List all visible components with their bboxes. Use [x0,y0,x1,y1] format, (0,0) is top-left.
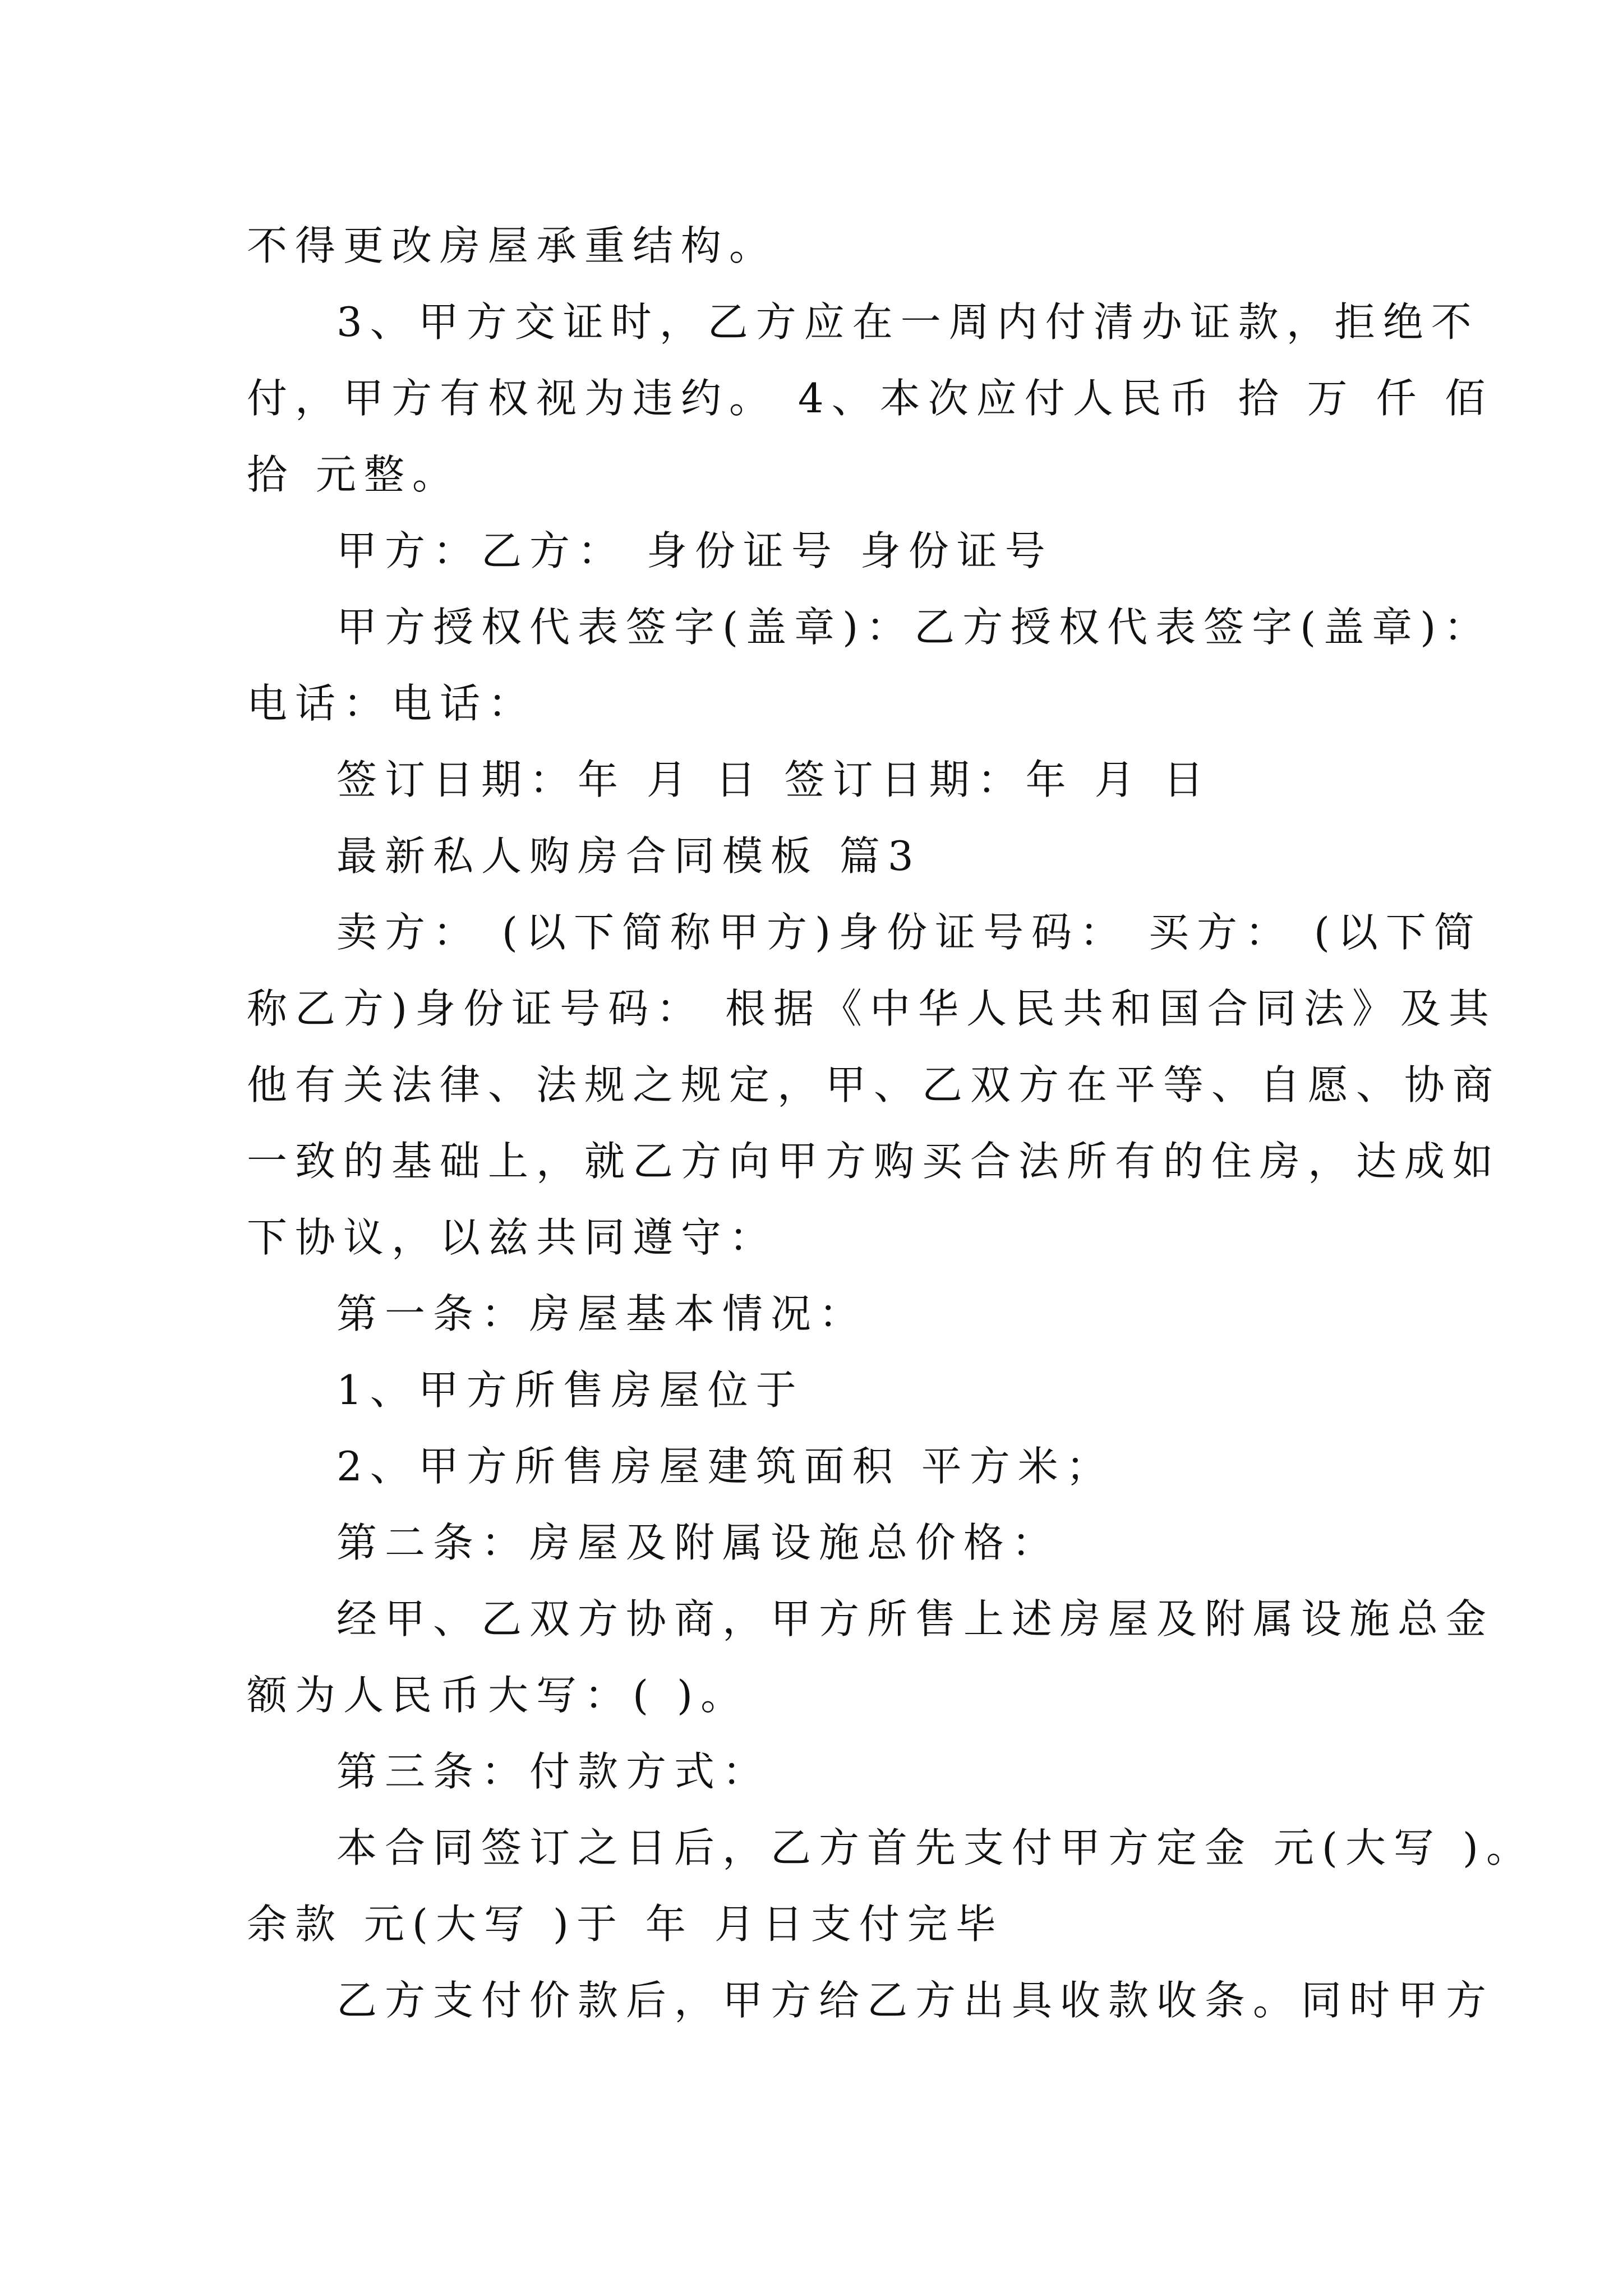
paragraph-line: 称乙方)身份证号码： 根据《中华人民共和国合同法》及其 [247,985,1497,1032]
paragraph-line: 1、甲方所售房屋位于 [336,1366,804,1414]
paragraph-line: 拾 元整。 [247,451,460,498]
paragraph-line: 余款 元(大写 )于 年 月日支付完毕 [247,1901,1004,1948]
document-body [247,208,1534,2039]
paragraph-line: 乙方支付价款后，甲方给乙方出具收款收条。同时甲方 [336,1977,1495,2024]
paragraph-line: 签订日期：年 月 日 签订日期：年 月 日 [336,756,1212,803]
paragraph-line: 卖方： (以下简称甲方)身份证号码： 买方： (以下简 [336,909,1482,956]
paragraph-line: 3、甲方交证时，乙方应在一周内付清办证款，拒绝不 [336,298,1479,346]
paragraph-line: 本合同签订之日后，乙方首先支付甲方定金 元(大写 )。 [336,1824,1534,1871]
paragraph-line: 电话：电话： [247,680,537,727]
paragraph-line: 甲方授权代表签字(盖章)：乙方授权代表签字(盖章)： [336,604,1492,651]
paragraph-line: 额为人民币大写：( )。 [247,1672,749,1719]
paragraph-line: 2、甲方所售房屋建筑面积 平方米； [336,1443,1114,1490]
paragraph-line: 不得更改房屋承重结构。 [247,222,778,269]
paragraph-line: 经甲、乙双方协商，甲方所售上述房屋及附属设施总金 [336,1595,1495,1642]
paragraph-line: 他有关法律、法规之规定，甲、乙双方在平等、自愿、协商 [247,1061,1501,1108]
paragraph-line: 付，甲方有权视为违约。 4、本次应付人民币 拾 万 仟 佰 [247,375,1493,422]
paragraph-line: 下协议，以兹共同遵守： [247,1214,778,1261]
paragraph-line: 最新私人购房合同模板 篇3 [336,832,921,880]
paragraph-line: 甲方：乙方： 身份证号 身份证号 [336,527,1053,574]
paragraph-line: 一致的基础上，就乙方向甲方购买合法所有的住房，达成如 [247,1138,1501,1185]
paragraph-line: 第三条：付款方式： [336,1748,771,1795]
paragraph-line: 第一条：房屋基本情况： [336,1290,868,1337]
paragraph-line: 第二条：房屋及附属设施总价格： [336,1519,1061,1566]
